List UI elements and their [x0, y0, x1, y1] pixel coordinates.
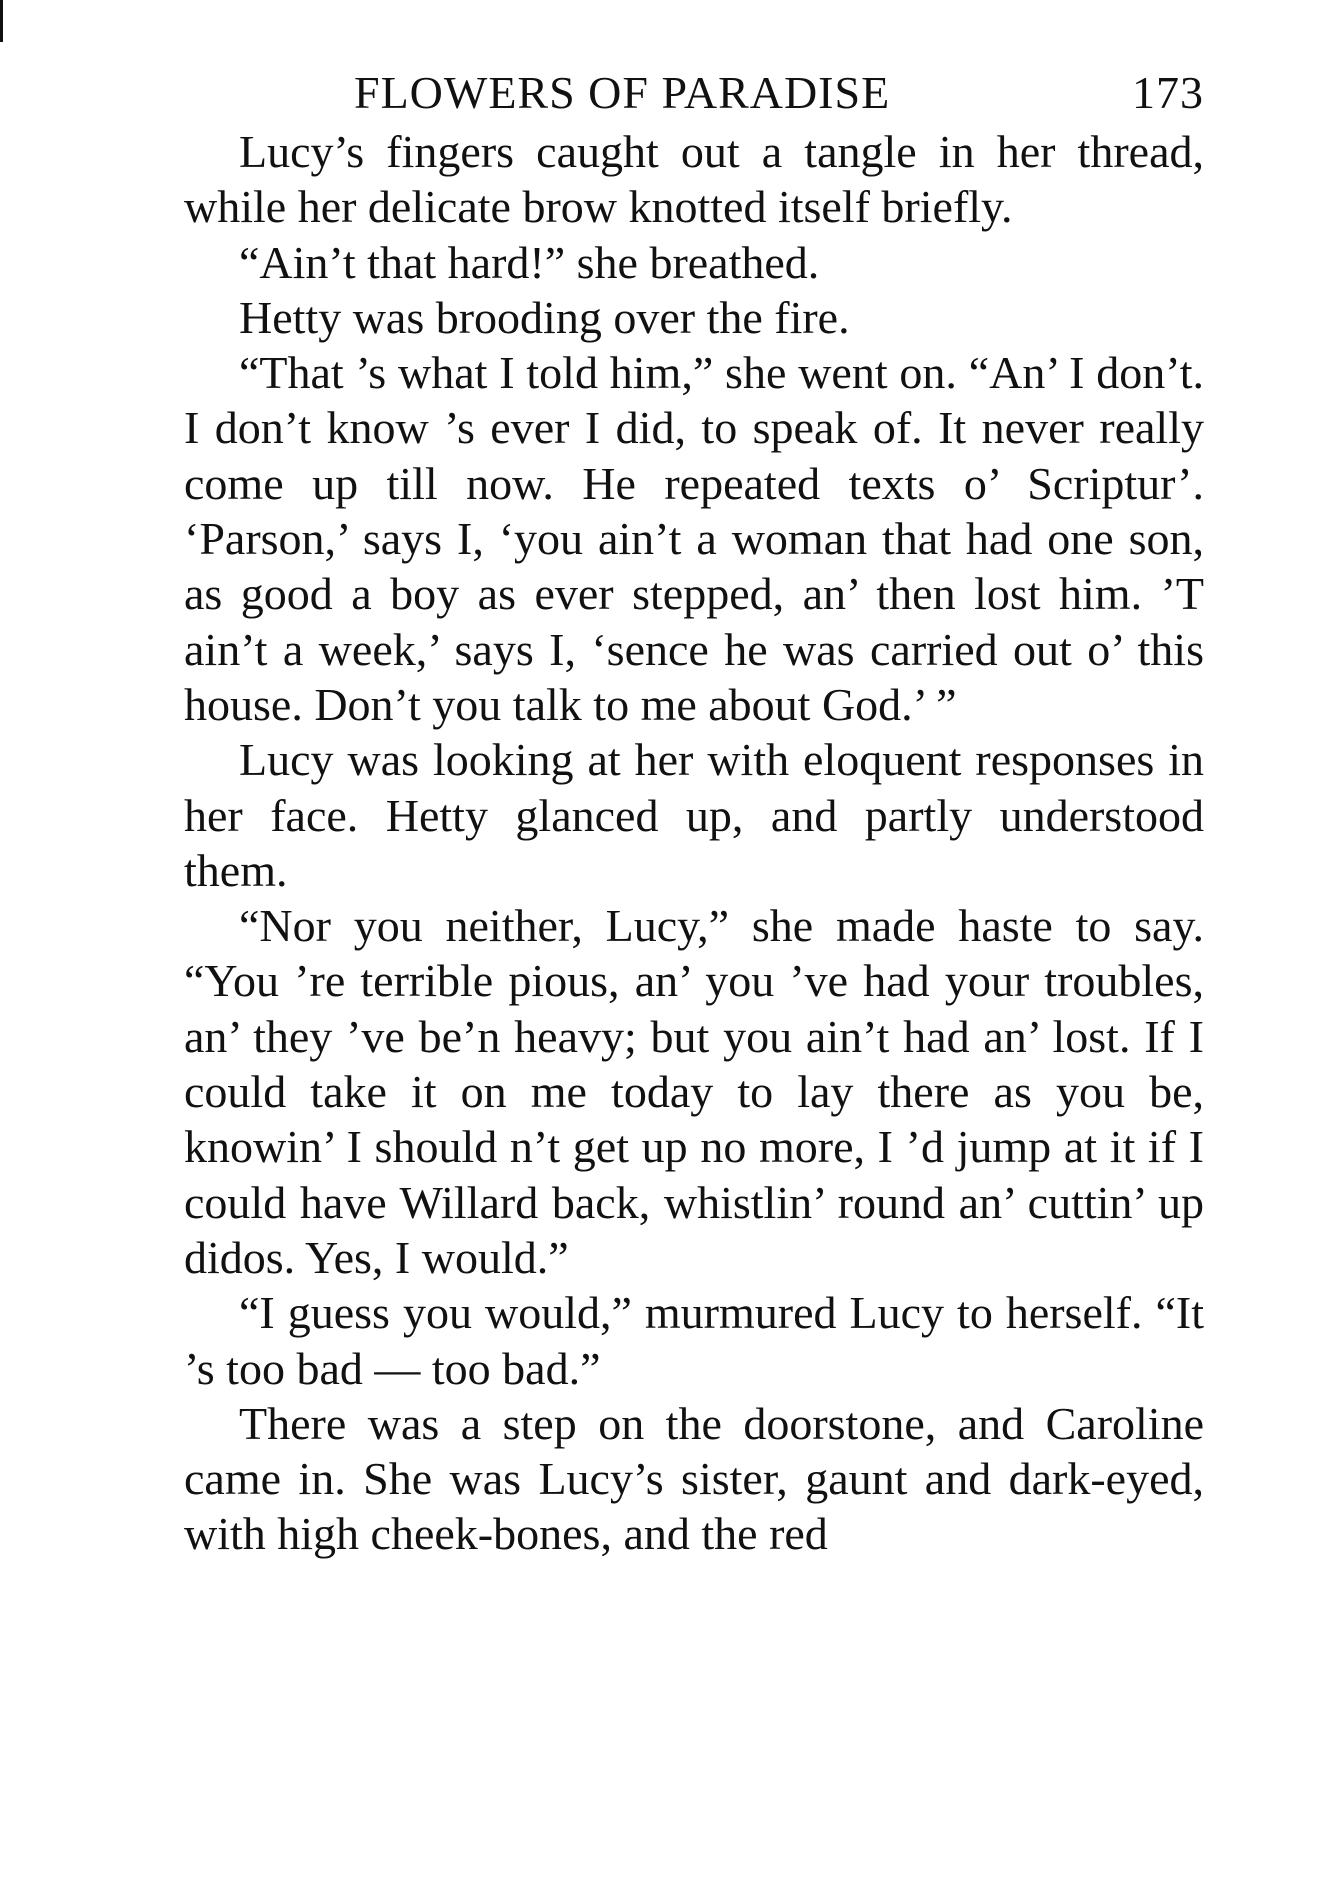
running-title: FLOWERS OF PARADISE [354, 67, 891, 118]
paragraph: “I guess you would,” murmured Lucy to herself. “It ’s too bad — too bad.” [184, 1287, 1204, 1394]
paragraph: “That ’s what I told him,” she went on. “An’ I don’t. I don’t know ’s ever I did, to speak of. It never really come up till now. He repeated texts o’ Scriptur’. ‘Parson,’ says I, ‘you ain’t a woman that had one son, as good a boy as ever stepped, an’ then lost him. ’T ain’t a week,’ says I, ‘sence he was carried out o’ this house. Don’t you talk to me about God.’ ” [184, 347, 1204, 730]
page-number: 173 [1132, 67, 1204, 118]
paragraph: Lucy was looking at her with eloquent responses in her face. Hetty glanced up, and partly understood them. [184, 734, 1204, 896]
running-head [184, 62, 1204, 122]
scan-edge-mark [0, 0, 3, 42]
book-page [184, 62, 1204, 1562]
body-text [184, 124, 1204, 1562]
paragraph: There was a step on the doorstone, and Caroline came in. She was Lucy’s sister, gaunt and dark-eyed, with high cheek-bones, and the red [184, 1397, 1204, 1560]
paragraph: Hetty was brooding over the fire. [239, 291, 850, 343]
paragraph: Lucy’s fingers caught out a tangle in her thread, while her delicate brow knotted itself briefly. [184, 126, 1204, 233]
paragraph: “Nor you neither, Lucy,” she made haste to say. “You ’re terrible pious, an’ you ’ve had your troubles, an’ they ’ve be’n heavy; but you ain’t had an’ lost. If I could take it on me today to lay there as you be, knowin’ I should n’t get up no more, I ’d jump at it if I could have Willard back, whistlin’ round an’ cuttin’ up didos. Yes, I would.” [184, 900, 1204, 1283]
paragraph: “Ain’t that hard!” she breathed. [239, 236, 820, 288]
